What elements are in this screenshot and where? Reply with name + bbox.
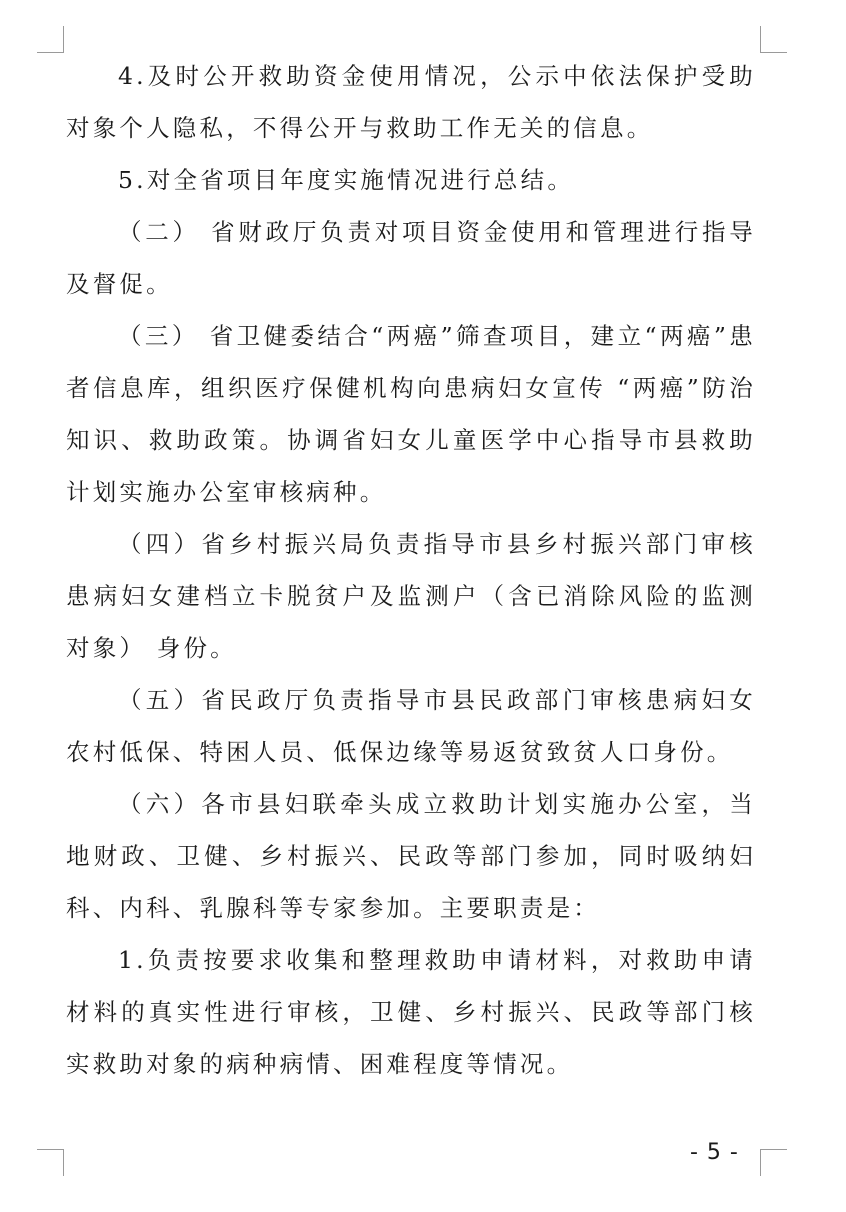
paragraph-item-1: 1.负责按要求收集和整理救助申请材料，对救助申请材料的真实性进行审核，卫健、乡村振兴、民政等部门核实救助对象的病种病情、困难程度等情况。: [66, 946, 756, 1078]
paragraph-item-4: 4.及时公开救助资金使用情况，公示中依法保护受助对象个人隐私，不得公开与救助工作无关的信息。: [66, 62, 756, 142]
paragraph-section-4: （四）省乡村振兴局负责指导市县乡村振兴部门审核患病妇女建档立卡脱贫户及监测户（含已消除风险的监测对象） 身份。: [66, 530, 756, 662]
crop-mark-top-left: [37, 26, 64, 53]
paragraph-section-2: （二） 省财政厅负责对项目资金使用和管理进行指导及督促。: [66, 218, 756, 298]
crop-mark-bottom-left: [37, 1149, 64, 1176]
paragraph-section-3: （三） 省卫健委结合“两癌”筛查项目，建立“两癌”患者信息库，组织医疗保健机构向患病妇女宣传 “两癌”防治知识、救助政策。协调省妇女儿童医学中心指导市县救助计划实施办公室审核病种。: [66, 322, 756, 506]
document-body: [66, 50, 756, 1090]
paragraph-section-6: （六）各市县妇联牵头成立救助计划实施办公室，当地财政、卫健、乡村振兴、民政等部门参加，同时吸纳妇科、内科、乳腺科等专家参加。主要职责是：: [66, 790, 756, 922]
crop-mark-top-right: [760, 26, 787, 53]
page-number: - 5 -: [690, 1140, 739, 1165]
paragraph-section-5: （五）省民政厅负责指导市县民政部门审核患病妇女农村低保、特困人员、低保边缘等易返贫致贫人口身份。: [66, 686, 756, 766]
paragraph-item-5: 5.对全省项目年度实施情况进行总结。: [118, 166, 575, 194]
